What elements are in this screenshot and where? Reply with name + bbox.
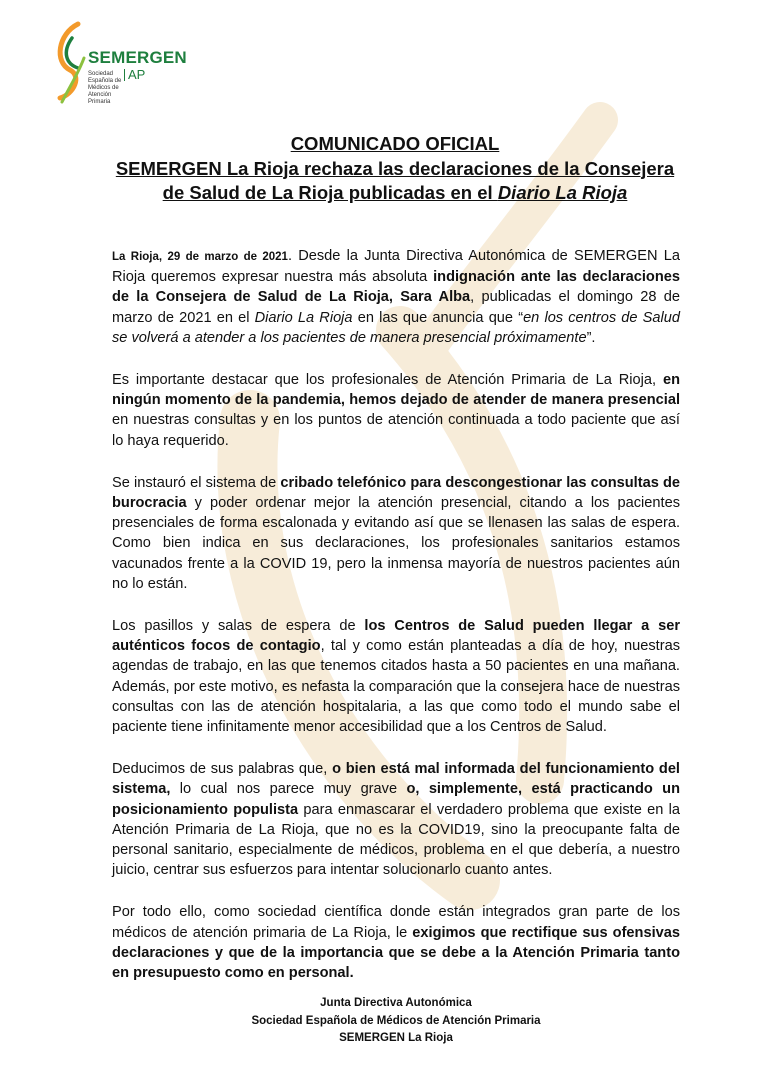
p5-text-2: lo cual nos parece muy grave: [170, 781, 407, 798]
p2-text-1: Es importante destacar que los profesionales de Atención Primaria de La Rioja,: [112, 372, 663, 389]
footer-line-3: SEMERGEN La Rioja: [339, 1032, 453, 1044]
p5-bold-2: o, simplemente, está practicando un posicionamiento populista: [112, 781, 680, 818]
semergen-logo: [48, 18, 188, 118]
p1-text-2: , publicadas el domingo 28 de marzo de 2021 en el: [112, 289, 680, 326]
paragraph-2: [112, 370, 680, 451]
title-line-3-text: de Salud de La Rioja publicadas en el: [162, 182, 498, 203]
title-line-2: SEMERGEN La Rioja rechaza las declaraciones de la Consejera: [115, 157, 675, 179]
p6-bold-1: exigimos que rectifique sus ofensivas declaraciones y que de la importancia que se debe a la Atención Primaria tanto en presupuesto como en personal.: [112, 924, 680, 982]
p5-bold-1: o bien está mal informada del funcionamiento del sistema,: [112, 761, 680, 798]
paragraph-3: [112, 473, 680, 594]
signature-block: [150, 995, 642, 1048]
logo-subtitle: Sociedad Española de Médicos de Atención Primaria: [88, 71, 122, 105]
p1-quote: en los centros de Salud se volverá a atender a los pacientes de manera presencial próximamente: [112, 309, 680, 346]
footer-line-2: Sociedad Española de Médicos de Atención Primaria: [251, 1014, 541, 1027]
logo-brand-text: SEMERGEN: [88, 48, 187, 67]
title-newspaper-name: Diario La Rioja: [497, 182, 628, 203]
p5-text-1: Deducimos de sus palabras que,: [112, 761, 333, 778]
footer-line-1: Junta Directiva Autonómica: [320, 997, 472, 1009]
p1-italic-1: Diario La Rioja: [254, 309, 353, 326]
p6-text-1: Por todo ello, como sociedad científica donde están integrados gran parte de los médicos de atención primaria de La Rioja, le: [112, 904, 680, 941]
p2-bold-1: en ningún momento de la pandemia, hemos dejado de atender de manera presencial: [112, 372, 680, 409]
paragraph-5: [112, 759, 680, 880]
dateline: La Rioja, 29 de marzo de 2021: [112, 251, 288, 263]
logo-ap: AP: [124, 69, 145, 81]
p4-text-1: Los pasillos y salas de espera de: [112, 618, 365, 635]
p3-text-1: Se instauró el sistema de: [112, 474, 281, 491]
title-comunicado: COMUNICADO OFICIAL: [290, 133, 500, 154]
p1-bold-1: indignación ante las declaraciones de la Consejera de Salud de La Rioja, Sara Alba: [112, 269, 680, 306]
p5-text-3: para enmascarar el verdadero problema que existe en la Atención Primaria de La Rioja, que no es la COVID19, sino la preocupante falta de personal sanitario, especialmente de médicos, problema en el que debería, a nuestro juicio, centrar sus esfuerzos para intentar solucionarlo cuanto antes.: [112, 801, 680, 879]
paragraph-1: [112, 246, 680, 348]
p3-bold-1: cribado telefónico para descongestionar las consultas de burocracia: [112, 474, 680, 512]
page-title: [40, 132, 750, 206]
press-release-body: [112, 246, 680, 1005]
p4-text-2: , tal y como están planteadas a día de hoy, nuestras agendas de trabajo, en las que tenemos citados hasta a 50 pacientes en una mañana. Además, por este motivo, es nefasta la comparación que la consejera hace de nuestras consultas con las de atención hospitalaria, a las que como todo el mundo sabe el paciente tiene infinitamente menor accesibilidad que a los Centros de Salud.: [112, 638, 681, 736]
p1-text-3: en las que anuncia que “: [352, 309, 524, 326]
p2-text-2: en nuestras consultas y en los puntos de atención continuada a todo paciente que así lo haya requerido.: [112, 412, 680, 449]
p1-text-1: . Desde la Junta Directiva Autonómica de SEMERGEN La Rioja queremos expresar nuestra más absoluta: [112, 248, 680, 286]
p3-text-2: y poder ordenar mejor la atención presencial, citando a los pacientes presenciales de forma escalonada y evitando así que se llenasen las salas de espera. Como bien indica en sus declaraciones, los profesionales sanitarios estamos vacunados frente a la COVID 19, pero la inmensa mayoría de nuestros pacientes aún no lo están.: [112, 495, 680, 592]
title-line-3: [40, 181, 750, 206]
paragraph-4: [112, 616, 680, 737]
p1-text-4: ”.: [586, 329, 596, 346]
paragraph-6: [112, 902, 680, 983]
p4-bold-1: los Centros de Salud pueden llegar a ser auténticos focos de contagio: [112, 618, 680, 655]
